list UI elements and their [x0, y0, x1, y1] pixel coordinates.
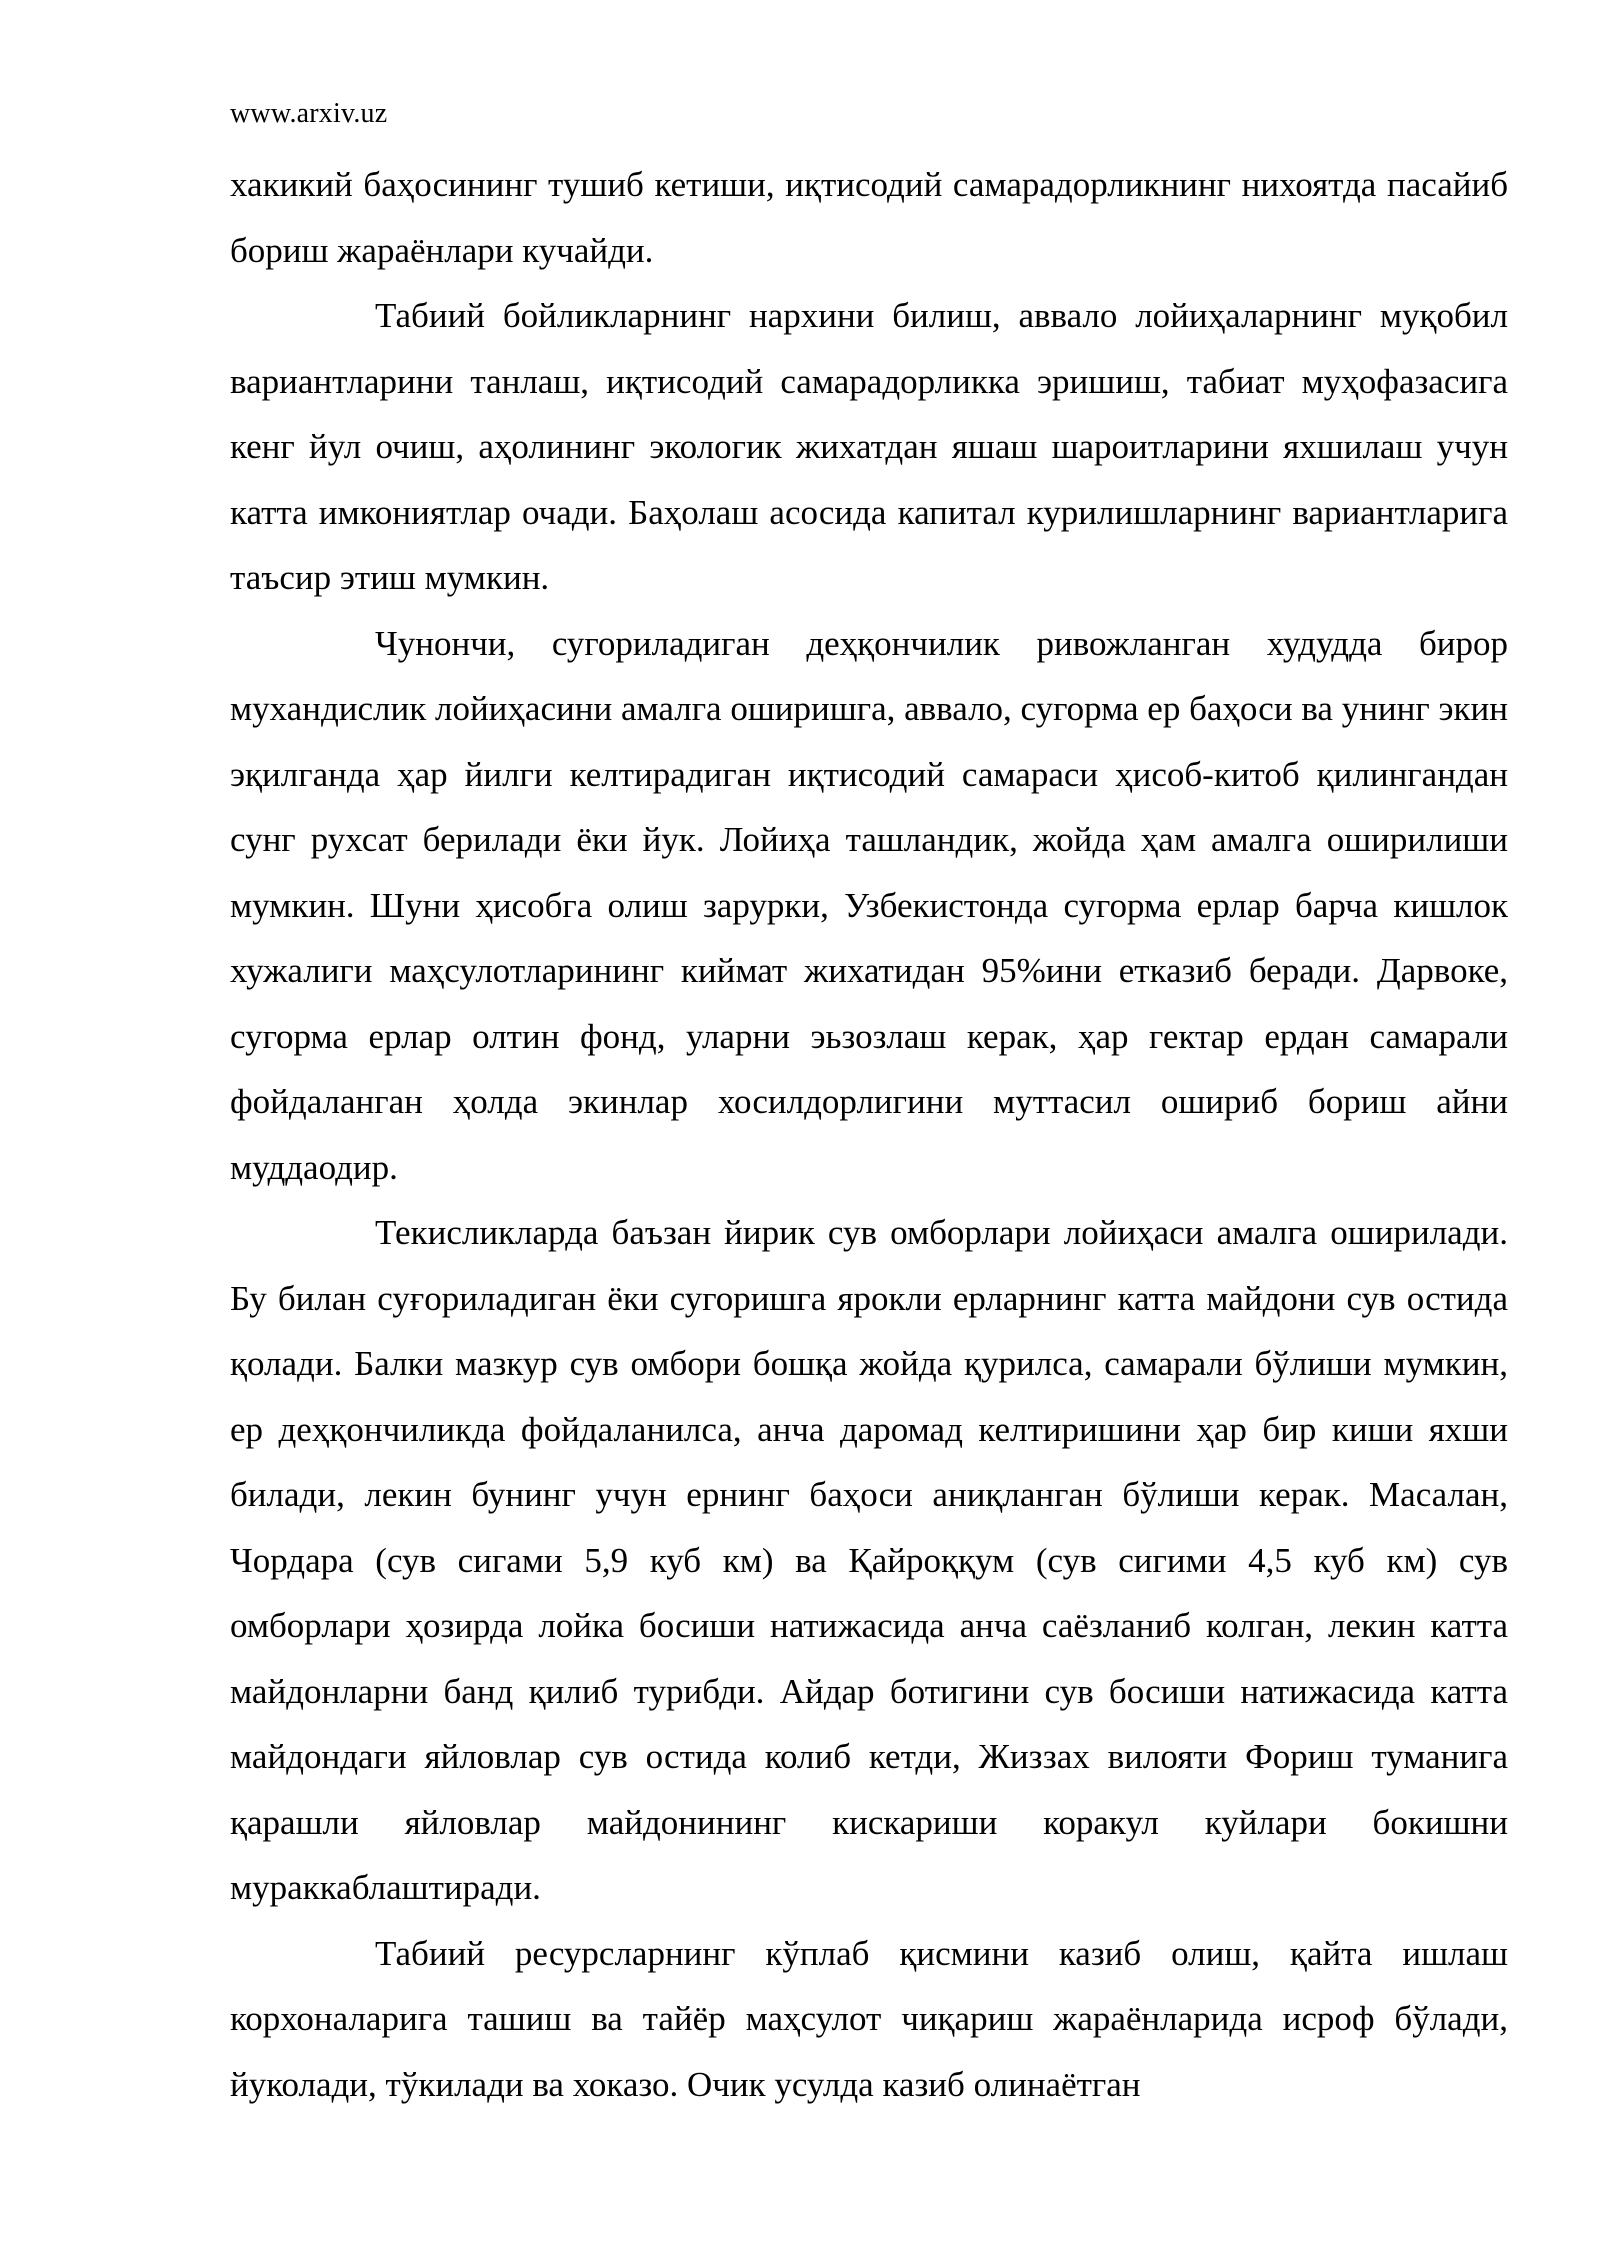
- source-url: www.arxiv.uz: [230, 98, 388, 129]
- paragraph: Чунончи, сугориладиган деҳқончилик ривожланган худудда бирор мухандислик лойиҳасини амалга оширишга, аввало, сугорма ер баҳоси ва унинг экин эқилганда ҳар йилги келтирадиган иқтисодий самараси ҳисоб-китоб қилингандан сунг рухсат берилади ёки йук. Лойиҳа ташландик, жойда ҳам амалга оширилиши мумкин. Шуни ҳисобга олиш зарурки, Узбекистонда сугорма ерлар барча кишлок хужалиги маҳсулотларининг киймат жихатидан 95%ини етказиб беради. Дарвоке, сугорма ерлар олтин фонд, уларни эьзозлаш керак, ҳар гектар ердан самарали фойдаланган ҳолда экинлар хосилдорлигини муттасил ошириб бориш айни муддаодир.: [230, 623, 1508, 1187]
- paragraph-continued: хакикий баҳосининг тушиб кетиши, иқтисодий самарадорликнинг нихоятда пасайиб бориш жараёнлари кучайди.: [230, 165, 1508, 270]
- paragraph: Табиий ресурсларнинг кўплаб қисмини казиб олиш, қайта ишлаш корхоналарига ташиш ва тайёр маҳсулот чиқариш жараёнларида исроф бўлади, йуколади, тўкилади ва хоказо. Очик усулда казиб олинаётган: [230, 1933, 1508, 2104]
- paragraph: Табиий бойликларнинг нархини билиш, аввало лойиҳаларнинг муқобил вариантларини танлаш, иқтисодий самарадорликка эришиш, табиат муҳофазасига кенг йул очиш, аҳолининг экологик жихатдан яшаш шароитларини яхшилаш учун катта имкониятлар очади. Баҳолаш асосида капитал курилишларнинг вариантларига таъсир этиш мумкин.: [230, 296, 1508, 597]
- document-body: [230, 152, 1508, 2117]
- paragraph: Текисликларда баъзан йирик сув омборлари лойиҳаси амалга оширилади. Бу билан суғориладиган ёки сугоришга ярокли ерларнинг катта майдони сув остида қолади. Балки мазкур сув омбори бошқа жойда қурилса, самарали бўлиши мумкин, ер деҳқончиликда фойдаланилса, анча даромад келтиришини ҳар бир киши яхши билади, лекин бунинг учун ернинг баҳоси аниқланган бўлиши керак. Масалан, Чордара (сув сигами 5,9 куб км) ва Қайроққум (сув сигими 4,5 куб км) сув омборлари ҳозирда лойка босиши натижасида анча саёзланиб колган, лекин катта майдонларни банд қилиб турибди. Айдар ботигини сув босиши натижасида катта майдондаги яйловлар сув остида колиб кетди, Жиззах вилояти Фориш туманига қарашли яйловлар майдонининг кискариши коракул куйлари бокишни мураккаблаштиради.: [230, 1213, 1508, 1907]
